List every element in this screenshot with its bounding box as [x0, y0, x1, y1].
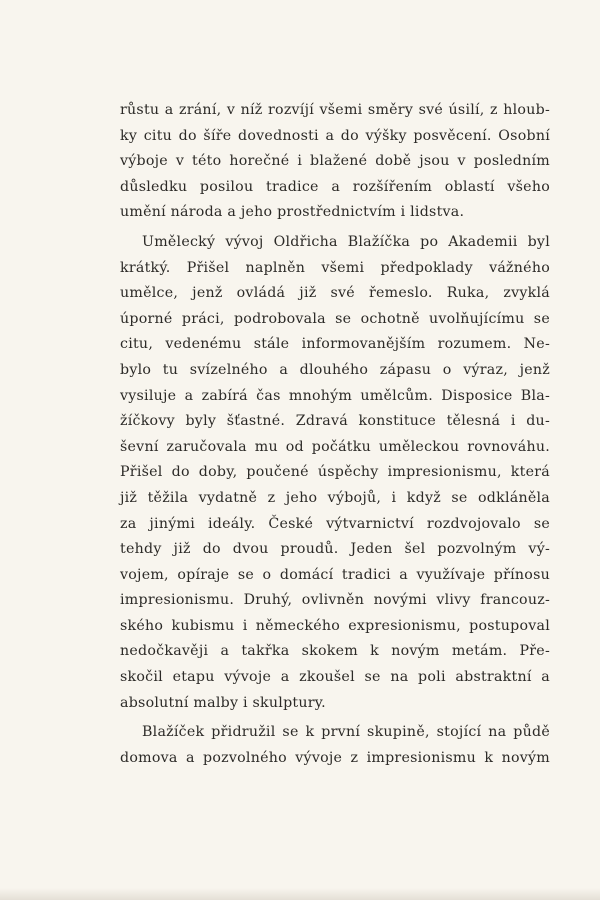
text-line: tehdy již do dvou proudů. Jeden šel pozvolným vý-	[120, 541, 550, 558]
text-line: nedočkavěji a takřka skokem k novým metám. Pře-	[120, 643, 550, 660]
text-line: bylo tu svízelného a dlouhého zápasu o výraz, jenž	[120, 361, 550, 378]
text-line: vojem, opíraje se o domácí tradici a využívaje přínosu	[120, 566, 550, 583]
text-line: krátký. Přišel naplněn všemi předpoklady vážného	[120, 259, 550, 276]
paragraph	[120, 230, 550, 716]
text-line: citu, vedenému stále informovanějším rozumem. Ne-	[120, 336, 550, 353]
text-line: důsledku posilou tradice a rozšířením oblastí všeho	[120, 178, 550, 195]
text-line: vysiluje a zabírá čas mnohým umělcům. Disposice Bla-	[120, 387, 550, 404]
text-line: již těžila vydatně z jeho výbojů, i když se odkláněla	[120, 489, 550, 506]
text-line: za jinými ideály. České výtvarnictví rozdvojovalo se	[120, 515, 550, 532]
text-line: umění národa a jeho prostřednictvím i lidstva.	[120, 204, 465, 221]
text-line: žíčkovy byly šťastné. Zdravá konstituce tělesná i du-	[120, 413, 550, 430]
text-line: ševní zaručovala mu od počátku uměleckou rovnováhu.	[120, 438, 550, 455]
body-text	[120, 98, 550, 771]
text-line: impresionismu. Druhý, ovlivněn novými vlivy francouz-	[120, 592, 550, 609]
text-line: růstu a zrání, v níž rozvíjí všemi směry své úsilí, z hloub-	[120, 102, 550, 118]
text-line: výboje v této horečné i blažené době jsou v posledním	[120, 153, 550, 170]
text-line: Blažíček přidružil se k první skupině, stojící na půdě	[142, 724, 550, 741]
text-line: Umělecký vývoj Oldřicha Blažíčka po Akademii byl	[142, 233, 550, 250]
text-line: absolutní malby i skulptury.	[120, 694, 326, 711]
paragraph	[120, 98, 550, 226]
text-line: úporné práci, podrobovala se ochotně uvolňujícímu se	[120, 310, 550, 327]
text-line: domova a pozvolného vývoje z impresionismu k novým	[120, 749, 550, 766]
text-line: umělce, jenž ovládá již své řemeslo. Ruka, zvyklá	[120, 285, 550, 302]
text-line: skočil etapu vývoje a zkoušel se na poli abstraktní a	[120, 669, 550, 686]
page-edge-shadow	[0, 888, 600, 900]
text-line: Přišel do doby, poučené úspěchy impresionismu, která	[120, 464, 550, 481]
text-line: ky citu do šíře dovednosti a do výšky posvěcení. Osobní	[120, 127, 550, 144]
paragraph	[120, 720, 550, 771]
text-line: ského kubismu i německého expresionismu, postupoval	[120, 617, 550, 634]
